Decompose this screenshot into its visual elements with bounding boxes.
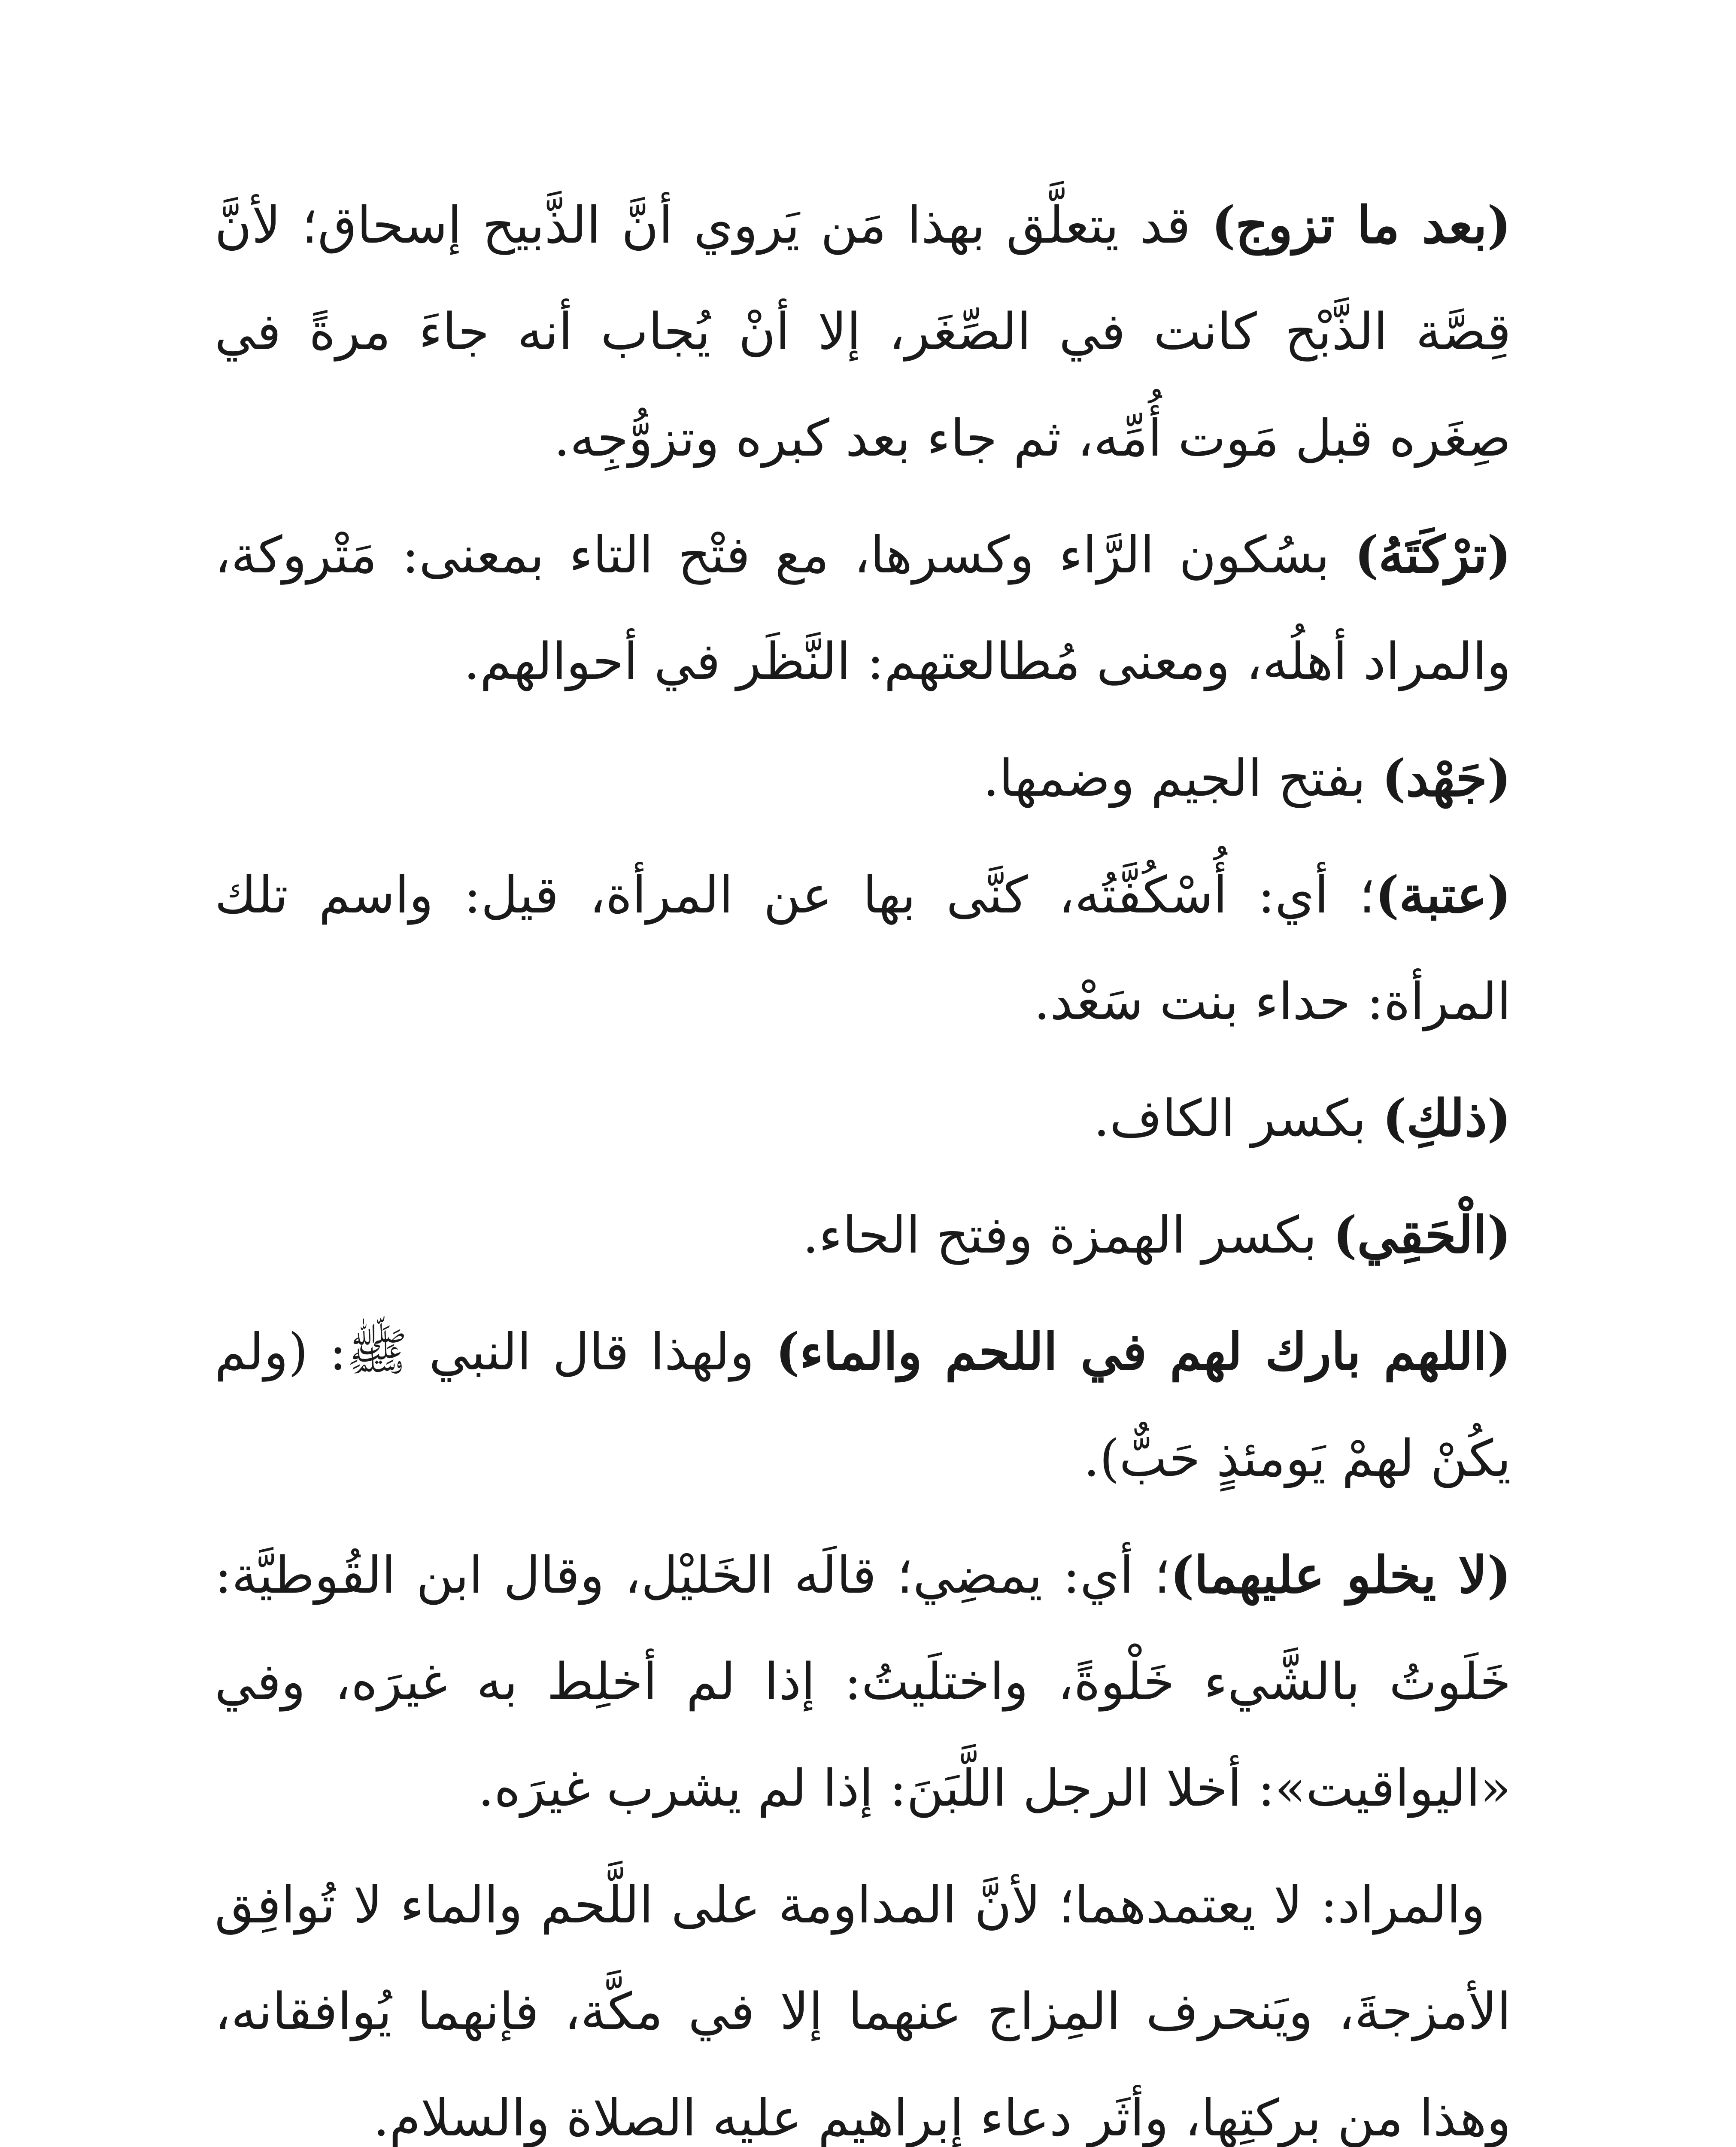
paragraph	[215, 1522, 1511, 1841]
paragraph	[215, 1852, 1511, 2147]
paragraph	[215, 502, 1511, 715]
paragraph	[215, 1065, 1511, 1171]
bold-term: (ذلكِ)	[1382, 1088, 1511, 1148]
paragraph-text: بفتح الجيم وضمها.	[983, 748, 1382, 808]
bold-term: (جَهْد)	[1382, 748, 1511, 808]
paragraph	[215, 1182, 1511, 1288]
paragraph	[215, 725, 1511, 831]
bold-term: (بعد ما تزوج)	[1211, 195, 1511, 255]
bold-term: (ترْكَتَهُ)	[1354, 525, 1511, 584]
paragraph	[215, 172, 1511, 491]
paragraph-text: ولهذا قال النبي ﷺ: (ولم يكُنْ لهمْ يَومئذٍ حَبٌّ).	[215, 1322, 1511, 1488]
paragraph-text: قد يتعلَّق بهذا مَن يَروي أنَّ الذَّبيح إسحاق؛ لأنَّ قِصَّة الذَّبْح كانت في الصِّغَر، إلا أنْ يُجاب أنه جاءَ مرةً في صِغَره قبل مَوت أُمِّه، ثم جاء بعد كبره وتزوُّجِه.	[215, 195, 1511, 468]
paragraph-text: والمراد: لا يعتمدهما؛ لأنَّ المداومة على اللَّحم والماء لا تُوافِق الأمزجةَ، ويَنحرف المِزاج عنهما إلا في مكَّة، فإنهما يُوافقانه، وهذا من بركتِها، وأثَرِ دعاء إبراهيم عليه الصلاة والسلام.	[215, 1875, 1511, 2147]
bold-term: (الْحَقِي)	[1333, 1205, 1511, 1265]
paragraph-text: بسُكون الرَّاء وكسرها، مع فتْح التاء بمعنى: مَتْروكة، والمراد أهلُه، ومعنى مُطالعتهم: النَّظَر في أحوالهم.	[215, 525, 1511, 691]
paragraph	[215, 1299, 1511, 1511]
paragraph-text: بكسر الهمزة وفتح الحاء.	[802, 1205, 1333, 1265]
paragraph	[215, 842, 1511, 1055]
bold-term: (عتبة)	[1375, 865, 1511, 924]
paragraph-text: ؛ أي: يمضِي؛ قالَه الخَليْل، وقال ابن القُوطيَّة: خَلَوتُ بالشَّيء خَلْوةً، واختلَيتُ: إذا لم أخلِط به غيرَه، وفي «اليواقيت»: أخلا الرجل اللَّبَنَ: إذا لم يشرب غيرَه.	[215, 1545, 1511, 1818]
body-text	[215, 172, 1511, 2147]
bold-term: (لا يخلو عليهما)	[1170, 1545, 1511, 1605]
bold-term: (اللهم بارك لهم في اللحم والماء)	[775, 1322, 1511, 1381]
paragraph-text: ؛ أي: أُسْكُفَّتُه، كنَّى بها عن المرأة، قيل: واسم تلك المرأة: حداء بنت سَعْد.	[215, 865, 1511, 1031]
paragraph-text: بكسر الكاف.	[1093, 1089, 1383, 1148]
